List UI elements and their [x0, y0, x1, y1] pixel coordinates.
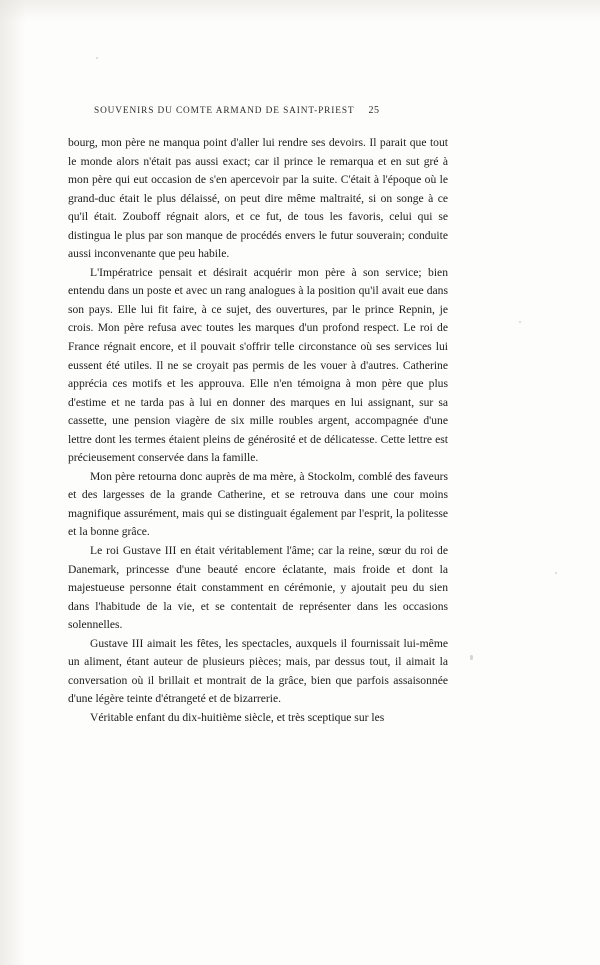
- running-head-title: SOUVENIRS DU COMTE ARMAND DE SAINT-PRIEST: [94, 106, 355, 116]
- page-number: 25: [368, 105, 380, 116]
- paragraph: Véritable enfant du dix-huitième siècle, et très sceptique sur les: [90, 710, 385, 724]
- paper-speck: [470, 655, 473, 660]
- paragraph: Le roi Gustave III en était véritablement l'âme; car la reine, sœur du roi de Danemark, princesse d'une beauté encore éclatante, mais froide et dont la majestueuse personne était constamment en cérémonie, y ajoutait peu du sien dans l'habitude de la vie, et se contentait de représenter dans les occasions solennelles.: [68, 544, 448, 632]
- page-content: [68, 105, 448, 728]
- paper-speck: [519, 321, 521, 323]
- page-edge-shading-top: [0, 0, 600, 22]
- paper-speck: [555, 572, 557, 574]
- paragraph: bourg, mon père ne manqua point d'aller lui rendre ses devoirs. Il parait que tout le monde alors n'était pas aussi exact; car il prince le remarqua et en sut gré à mon père qui eut occasion de s'en apercevoir par la suite. C'était à l'époque où le grand-duc était le plus délaissé, on peut dire même maltraité, si on songe à ce qu'il était. Zouboff régnait alors, et ce fut, de tous les favoris, celui qui se distingua le plus par son manque de procédés envers le futur souverain; conduite aussi inconvenante que peu habile.: [68, 136, 448, 261]
- paragraph: Gustave III aimait les fêtes, les spectacles, auxquels il fournissait lui-même un aliment, étant auteur de plusieurs pièces; mais, par dessus tout, il aimait la conversation où il brillait et montrait de la grâce, bien que parfois assaisonnée d'une légère teinte d'étrangeté et de bizarrerie.: [68, 636, 448, 706]
- paper-speck: [96, 57, 98, 59]
- paragraph: Mon père retourna donc auprès de ma mère, à Stockolm, comblé des faveurs et des largesses de la grande Catherine, et se retrouva dans une cour moins magnifique assurément, mais qui se distinguait également par l'esprit, la politesse et la bonne grâce.: [68, 469, 448, 539]
- body-text: [68, 134, 448, 728]
- running-head: [94, 105, 448, 116]
- paragraph: L'Impératrice pensait et désirait acquérir mon père à son service; bien entendu dans un poste et avec un rang analogues à la position qu'il avait eue dans son pays. Elle lui fit faire, à ce sujet, des ouvertures, par le prince Repnin, je crois. Mon père refusa avec toutes les marques d'un profond respect. Le roi de France régnait encore, et il pouvait s'offrir telle circonstance où ses services lui eussent été utiles. Il ne se croyait pas permis de les vouer à d'autres. Catherine apprécia ces motifs et les approuva. Elle n'en témoigna à mon père que plus d'estime et ne tarda pas à lui en donner des marques en lui assignant, sur sa cassette, une pension viagère de six mille roubles argent, accompagnée d'une lettre dont les termes étaient pleins de générosité et de délicatesse. Cette lettre est précieusement conservée dans la famille.: [68, 265, 448, 465]
- page-edge-shading-left: [0, 0, 26, 965]
